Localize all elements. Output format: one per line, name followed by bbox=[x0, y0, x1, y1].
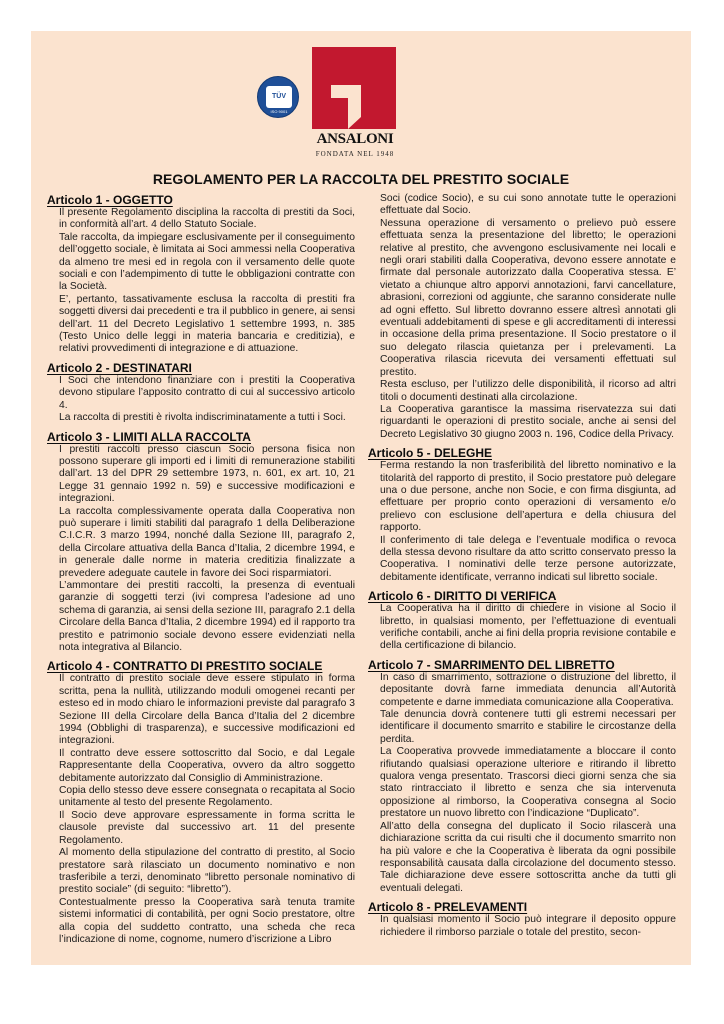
article-4-paragraph: Resta escluso, per l’utilizzo delle disponibilità, il ricorso ad altri titoli o documenti destinati alla circolazione. bbox=[380, 379, 676, 403]
article-4-paragraph: Il Socio deve approvare espressamente in forma scritta le clausole previste dal successivo art. 11 del presente Regolamento. bbox=[59, 809, 355, 846]
article-2 bbox=[47, 361, 355, 425]
article-3-paragraph: La raccolta complessivamente operata dalla Cooperativa non può superare i limiti stabiliti dal paragrafo 1 della Deliberazione C.I.C.R. 3 marzo 1994, nonché dalla Sezione III, paragrafo 2, della Circolare attuativa della Banca d’Italia, 2 dicembre 1994, e in generale dalle norme in materia creditizia finalizzate a prevedere adeguate cautele in favore dei Soci risparmiatori. bbox=[59, 505, 355, 579]
article-1-paragraph: E’, pertanto, tassativamente esclusa la raccolta di prestiti fra soggetti diversi dai precedenti e tra il pubblico in genere, ai sensi dell’art. 11 del Decreto Legislativo 1 settembre 1993, n. 385 (Testo Unico delle leggi in materia bancaria e creditizia), e relativi provvedimenti di integrazione e di attuazione. bbox=[59, 293, 355, 355]
article-4-paragraph: La Cooperativa garantisce la massima riservatezza sui dati riguardanti le operazioni di prestito sociale, anche ai sensi del Decreto Legislativo 30 giugno 2003 n. 196, Codice della Privacy. bbox=[380, 403, 676, 440]
article-5-heading: Articolo 5 - DELEGHE bbox=[368, 446, 493, 461]
article-7-paragraph: In caso di smarrimento, sottrazione o distruzione del libretto, il depositante dovrà farne immediata denuncia all’Autorità competente e darne immediata comunicazione alla Cooperativa. bbox=[380, 671, 676, 708]
article-4-continued bbox=[368, 193, 676, 441]
tuv-certification-badge bbox=[257, 76, 299, 118]
right-column bbox=[368, 193, 676, 944]
tuv-badge-code: ISO 9001 bbox=[270, 109, 288, 114]
article-6 bbox=[368, 589, 676, 653]
article-4 bbox=[47, 659, 355, 946]
article-1 bbox=[47, 193, 355, 356]
article-4-paragraph: Il contratto deve essere sottoscritto dal Socio, e dal Legale Rappresentante della Cooperativa, ovvero da altro soggetto debitamente autorizzato dal Consiglio di Amministrazione. bbox=[59, 747, 355, 784]
article-4-paragraph: Contestualmente presso la Cooperativa sarà tenuta tramite sistemi informatici di contabilità, per ogni Socio prestatore, oltre alla copia del suddetto contratto, una scheda che reca l’indicazione di nome, cognome, numero d’iscrizione a Libro bbox=[59, 896, 355, 945]
article-4-paragraph: Il contratto di prestito sociale deve essere stipulato in forma scritta, pena la nullità, utilizzando moduli omogenei recanti per esteso ed in modo chiaro le informazioni previste dal paragrafo 3 Sezione III della Circolare della Banca d’Italia del 2 dicembre 1994 (Obblighi di trasparenza), e successive modificazioni ed integrazioni. bbox=[59, 673, 355, 747]
article-8-heading: Articolo 8 - PRELEVAMENTI bbox=[368, 900, 528, 915]
article-3-heading: Articolo 3 - LIMITI ALLA RACCOLTA bbox=[47, 429, 251, 444]
article-7-heading: Articolo 7 - SMARRIMENTO DEL LIBRETTO bbox=[368, 657, 615, 672]
brand-name: ANSALONI bbox=[316, 131, 394, 147]
article-4-paragraph: Al momento della stipulazione del contratto di prestito, al Socio prestatore sarà rilasciato un documento nominativo e non trasferibile a terzi, denominato “libretto personale nominativo di prestito sociale” (di seguito: “libretto”). bbox=[59, 847, 355, 896]
article-4-paragraph: Nessuna operazione di versamento o prelievo può essere effettuata senza la presentazione del libretto; le operazioni relative al prestito, che avvengono esclusivamente nei locali e negli orari stabiliti dalla Cooperativa, devono essere annotate e firmate dal personale autorizzato dalla Cooperativa stessa. E’ vietato a chiunque altro apporvi annotazioni, farvi cancellature, abrasioni, correzioni od aggiunte, che saranno considerate nulle ad ogni effetto. Sul libretto dovranno essere altresì annotati gli eventuali addebitamenti di spese e gli accreditamenti di interessi in occasione della prima presentazione. Il Socio prestatore o il suo delegato rilascia quietanza per i prelevamenti. La Cooperativa rilascia ricevuta dei versamenti effettuati sul prestito. bbox=[380, 217, 676, 378]
article-5-paragraph: Ferma restando la non trasferibilità del libretto nominativo e la titolarità del rapporto di prestito, il Socio prestatore può delegare una o due persone, anche non Socie, e con firma disgiunta, ad effettuare per proprio conto operazioni di versamento e/o prelievo con esclusione dell’apertura e della chiusura del rapporto. bbox=[380, 460, 676, 534]
article-8 bbox=[368, 900, 676, 939]
article-2-heading: Articolo 2 - DESTINATARI bbox=[47, 360, 192, 375]
article-7-paragraph: All’atto della consegna del duplicato il Socio rilascerà una dichiarazione scritta da cui risulti che il documento smarrito non ha più valore e che la Cooperativa è liberata da ogni possibile responsabilità causata dalla circolazione del documento stesso. Tale dichiarazione deve essere sottoscritta anche da tutti gli eventuali delegati. bbox=[380, 820, 676, 894]
ansaloni-logo-icon bbox=[312, 47, 396, 129]
left-column bbox=[47, 193, 355, 951]
article-7 bbox=[368, 658, 676, 895]
article-2-paragraph: La raccolta di prestiti è rivolta indiscriminatamente a tutti i Soci. bbox=[59, 412, 346, 424]
article-7-paragraph: Tale denuncia dovrà contenere tutti gli estremi necessari per identificare il documento smarrito e stabilire le circostanze della perdita. bbox=[380, 709, 676, 745]
document-title: REGOLAMENTO PER LA RACCOLTA DEL PRESTITO SOCIALE bbox=[152, 171, 570, 187]
article-6-heading: Articolo 6 - DIRITTO DI VERIFICA bbox=[368, 589, 557, 604]
article-3-paragraph: I prestiti raccolti presso ciascun Socio persona fisica non possono superare gli importi ed i limiti di remunerazione stabiliti dall’art. 13 del DPR 29 settembre 1973, n. 601, ex art. 10, 21 Legge 31 gennaio 1992 n. 59) e successive modificazioni e integrazioni. bbox=[59, 443, 355, 505]
brand-tagline: FONDATA NEL 1948 bbox=[315, 150, 395, 158]
article-4-heading: Articolo 4 - CONTRATTO DI PRESTITO SOCIALE bbox=[47, 659, 323, 674]
article-4-paragraph: Copia dello stesso deve essere consegnata o recapitata al Socio unitamente al testo del presente Regolamento. bbox=[59, 785, 355, 809]
tuv-badge-label: TÜV bbox=[266, 86, 292, 108]
article-1-paragraph: Tale raccolta, da impiegare esclusivamente per il conseguimento dell’oggetto sociale, è limitata ai Soci ammessi nella Cooperativa da almeno tre mesi ed in regola con il versamento delle quote sociali e con l’adempimento di tutte le obbligazioni contratte con la Società. bbox=[59, 231, 355, 293]
article-1-paragraph: Il presente Regolamento disciplina la raccolta di prestiti da Soci, in conformità all’art. 4 dello Statuto Sociale. bbox=[59, 207, 355, 231]
article-1-heading: Articolo 1 - OGGETTO bbox=[47, 193, 173, 207]
article-3 bbox=[47, 430, 355, 655]
article-7-paragraph: La Cooperativa provvede immediatamente a bloccare il conto rifiutando qualsiasi operazione ulteriore e ritirando il libretto qualora venga presentato. Trascorsi dieci giorni senza che sia stato rintracciato il libretto e senza che sia intervenuta opposizione al rimborso, la Cooperativa consegna al Socio prestatore un nuovo libretto con l’indicazione “Duplicato”. bbox=[380, 746, 676, 820]
article-5-paragraph: Il conferimento di tale delega e l’eventuale modifica o revoca della stessa devono risultare da atto scritto conservato presso la Cooperativa. I nominativi delle terze persone autorizzate, debitamente identificate, verranno indicati sul libretto sociale. bbox=[380, 534, 676, 583]
article-8-paragraph: In qualsiasi momento il Socio può integrare il deposito oppure richiedere il rimborso parziale o totale del prestito, secon- bbox=[380, 914, 676, 938]
article-6-paragraph: La Cooperativa ha il diritto di chiedere in visione al Socio il libretto, in qualsiasi momento, per l’effettuazione di eventuali verifiche contabili, anche ai fini della propria revisione contabile e della certificazione di bilancio. bbox=[380, 603, 676, 652]
article-3-paragraph: L’ammontare dei prestiti raccolti, la presenza di eventuali garanzie di soggetti terzi (ivi compresa l’adesione ad uno schema di garanzia, ai sensi della sezione III, paragrafo 2.1 della Circolare della Banca d’Italia, 2 dicembre 1994) ed il rapporto tra prestito e patrimonio sociale devono essere evidenziati nella nota integrativa al Bilancio. bbox=[59, 579, 355, 653]
article-2-paragraph: I Soci che intendono finanziare con i prestiti la Cooperativa devono stipulare l’apposito contratto di cui al successivo articolo 4. bbox=[59, 374, 355, 411]
article-5 bbox=[368, 446, 676, 584]
article-4-paragraph: Soci (codice Socio), e su cui sono annotate tutte le operazioni effettuate dal Socio. bbox=[380, 193, 676, 217]
